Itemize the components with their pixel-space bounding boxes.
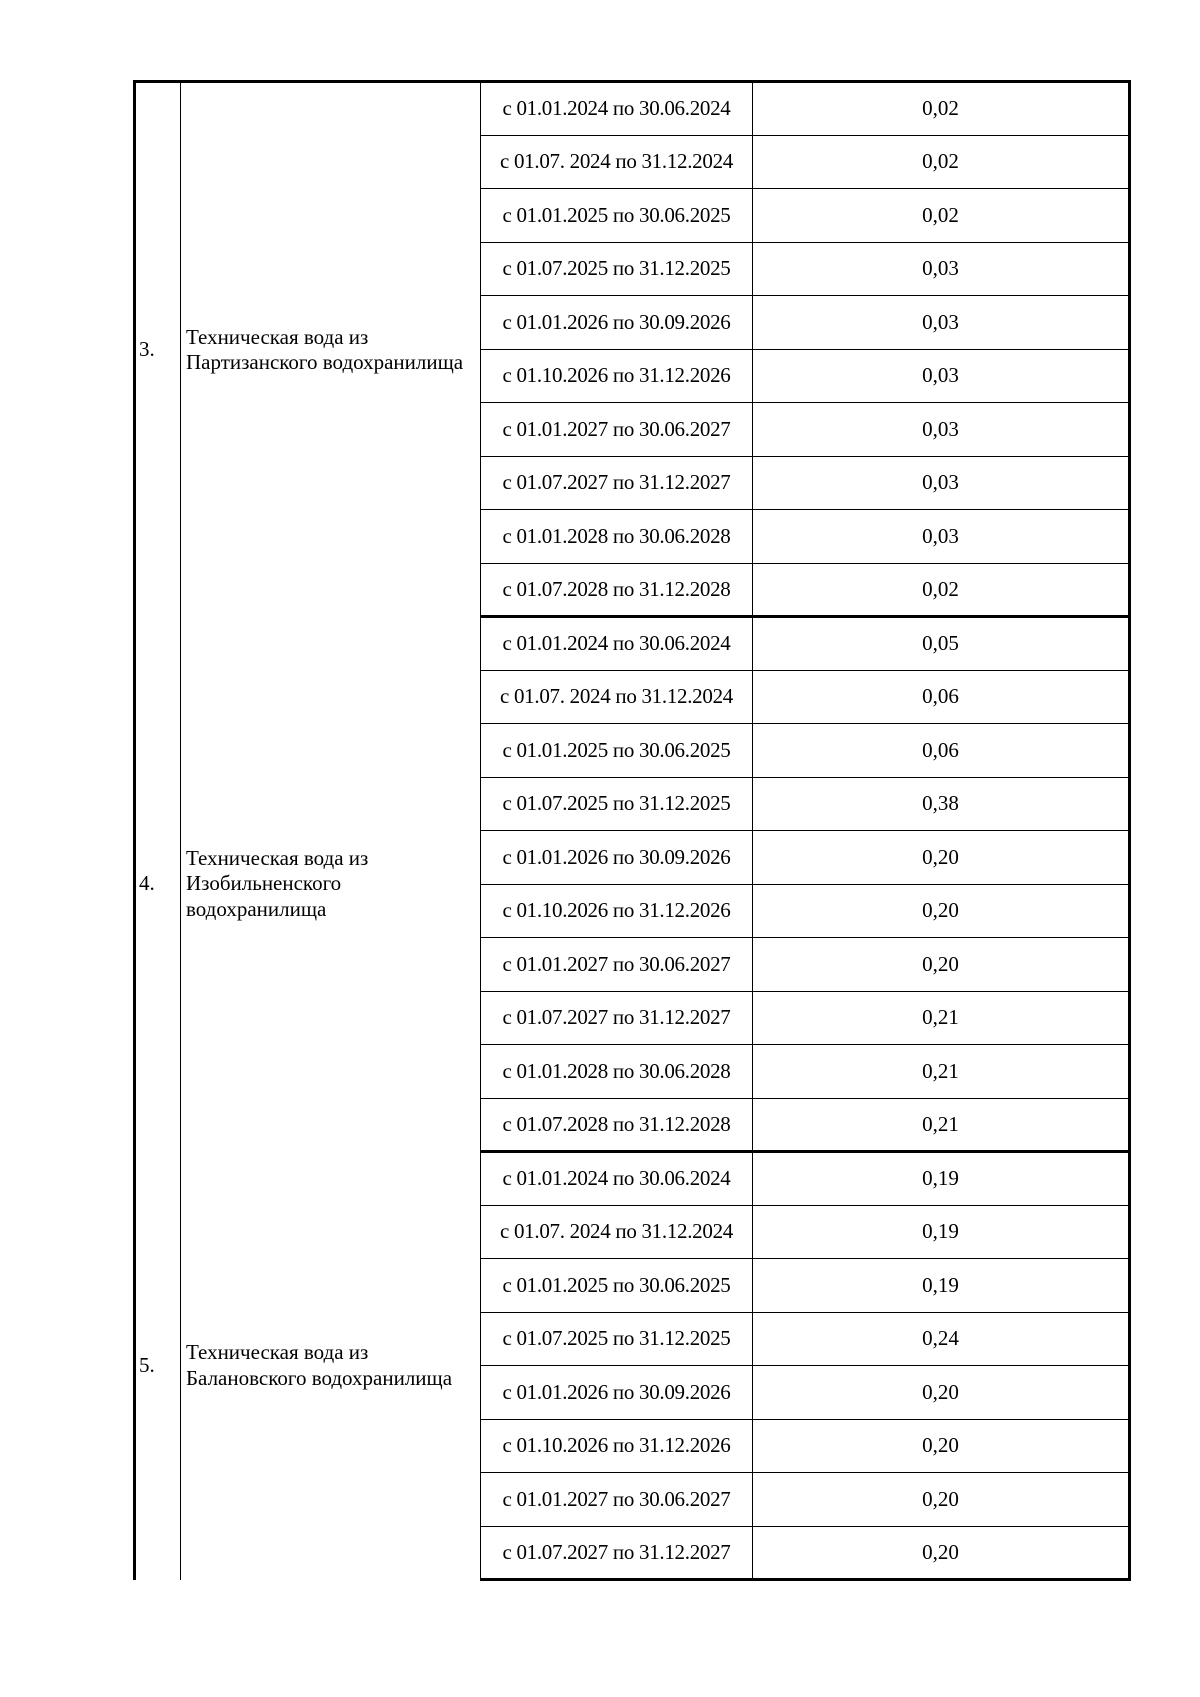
value-cell: 0,21 bbox=[753, 991, 1130, 1045]
resource-name: Техническая вода из Балановского водохранилища bbox=[181, 1152, 481, 1580]
row-number: 4. bbox=[135, 617, 181, 1152]
period-cell: с 01.07. 2024 по 31.12.2024 bbox=[481, 1205, 753, 1259]
period-cell: с 01.01.2027 по 30.06.2027 bbox=[481, 403, 753, 457]
period-cell: с 01.01.2027 по 30.06.2027 bbox=[481, 938, 753, 992]
period-cell: с 01.01.2025 по 30.06.2025 bbox=[481, 724, 753, 778]
value-cell: 0,02 bbox=[753, 563, 1130, 617]
value-cell: 0,03 bbox=[753, 349, 1130, 403]
value-cell: 0,02 bbox=[753, 189, 1130, 243]
value-cell: 0,21 bbox=[753, 1098, 1130, 1152]
row-number: 3. bbox=[135, 82, 181, 617]
period-cell: с 01.01.2026 по 30.09.2026 bbox=[481, 1366, 753, 1420]
value-cell: 0,20 bbox=[753, 938, 1130, 992]
period-cell: с 01.01.2028 по 30.06.2028 bbox=[481, 510, 753, 564]
value-cell: 0,20 bbox=[753, 1366, 1130, 1420]
value-cell: 0,19 bbox=[753, 1259, 1130, 1313]
value-cell: 0,20 bbox=[753, 1419, 1130, 1473]
value-cell: 0,19 bbox=[753, 1205, 1130, 1259]
value-cell: 0,03 bbox=[753, 403, 1130, 457]
table-row bbox=[135, 1152, 1130, 1206]
value-cell: 0,03 bbox=[753, 510, 1130, 564]
period-cell: с 01.01.2026 по 30.09.2026 bbox=[481, 296, 753, 350]
period-cell: с 01.01.2025 по 30.06.2025 bbox=[481, 1259, 753, 1313]
value-cell: 0,06 bbox=[753, 724, 1130, 778]
period-cell: с 01.01.2024 по 30.06.2024 bbox=[481, 1152, 753, 1206]
value-cell: 0,03 bbox=[753, 296, 1130, 350]
period-cell: с 01.01.2028 по 30.06.2028 bbox=[481, 1045, 753, 1099]
table-row bbox=[135, 617, 1130, 671]
period-cell: с 01.07.2027 по 31.12.2027 bbox=[481, 1526, 753, 1580]
period-cell: с 01.01.2024 по 30.06.2024 bbox=[481, 82, 753, 136]
value-cell: 0,05 bbox=[753, 617, 1130, 671]
value-cell: 0,02 bbox=[753, 135, 1130, 189]
period-cell: с 01.10.2026 по 31.12.2026 bbox=[481, 884, 753, 938]
period-cell: с 01.01.2024 по 30.06.2024 bbox=[481, 617, 753, 671]
period-cell: с 01.07.2025 по 31.12.2025 bbox=[481, 777, 753, 831]
resource-name: Техническая вода из Партизанского водохранилища bbox=[181, 82, 481, 617]
row-number: 5. bbox=[135, 1152, 181, 1580]
period-cell: с 01.01.2025 по 30.06.2025 bbox=[481, 189, 753, 243]
value-cell: 0,20 bbox=[753, 884, 1130, 938]
value-cell: 0,19 bbox=[753, 1152, 1130, 1206]
table-row bbox=[135, 82, 1130, 136]
period-cell: с 01.07.2028 по 31.12.2028 bbox=[481, 1098, 753, 1152]
value-cell: 0,06 bbox=[753, 670, 1130, 724]
resource-name: Техническая вода из Изобильненского водохранилища bbox=[181, 617, 481, 1152]
value-cell: 0,20 bbox=[753, 1526, 1130, 1580]
period-cell: с 01.07. 2024 по 31.12.2024 bbox=[481, 135, 753, 189]
value-cell: 0,20 bbox=[753, 831, 1130, 885]
value-cell: 0,03 bbox=[753, 242, 1130, 296]
period-cell: с 01.01.2026 по 30.09.2026 bbox=[481, 831, 753, 885]
period-cell: с 01.10.2026 по 31.12.2026 bbox=[481, 349, 753, 403]
value-cell: 0,38 bbox=[753, 777, 1130, 831]
period-cell: с 01.07.2027 по 31.12.2027 bbox=[481, 456, 753, 510]
period-cell: с 01.07.2028 по 31.12.2028 bbox=[481, 563, 753, 617]
value-cell: 0,24 bbox=[753, 1312, 1130, 1366]
tariff-table-body bbox=[135, 82, 1130, 1580]
value-cell: 0,21 bbox=[753, 1045, 1130, 1099]
value-cell: 0,20 bbox=[753, 1473, 1130, 1527]
period-cell: с 01.07. 2024 по 31.12.2024 bbox=[481, 670, 753, 724]
value-cell: 0,02 bbox=[753, 82, 1130, 136]
tariff-table bbox=[133, 80, 1131, 1581]
period-cell: с 01.07.2025 по 31.12.2025 bbox=[481, 1312, 753, 1366]
value-cell: 0,03 bbox=[753, 456, 1130, 510]
period-cell: с 01.07.2025 по 31.12.2025 bbox=[481, 242, 753, 296]
period-cell: с 01.10.2026 по 31.12.2026 bbox=[481, 1419, 753, 1473]
period-cell: с 01.07.2027 по 31.12.2027 bbox=[481, 991, 753, 1045]
period-cell: с 01.01.2027 по 30.06.2027 bbox=[481, 1473, 753, 1527]
